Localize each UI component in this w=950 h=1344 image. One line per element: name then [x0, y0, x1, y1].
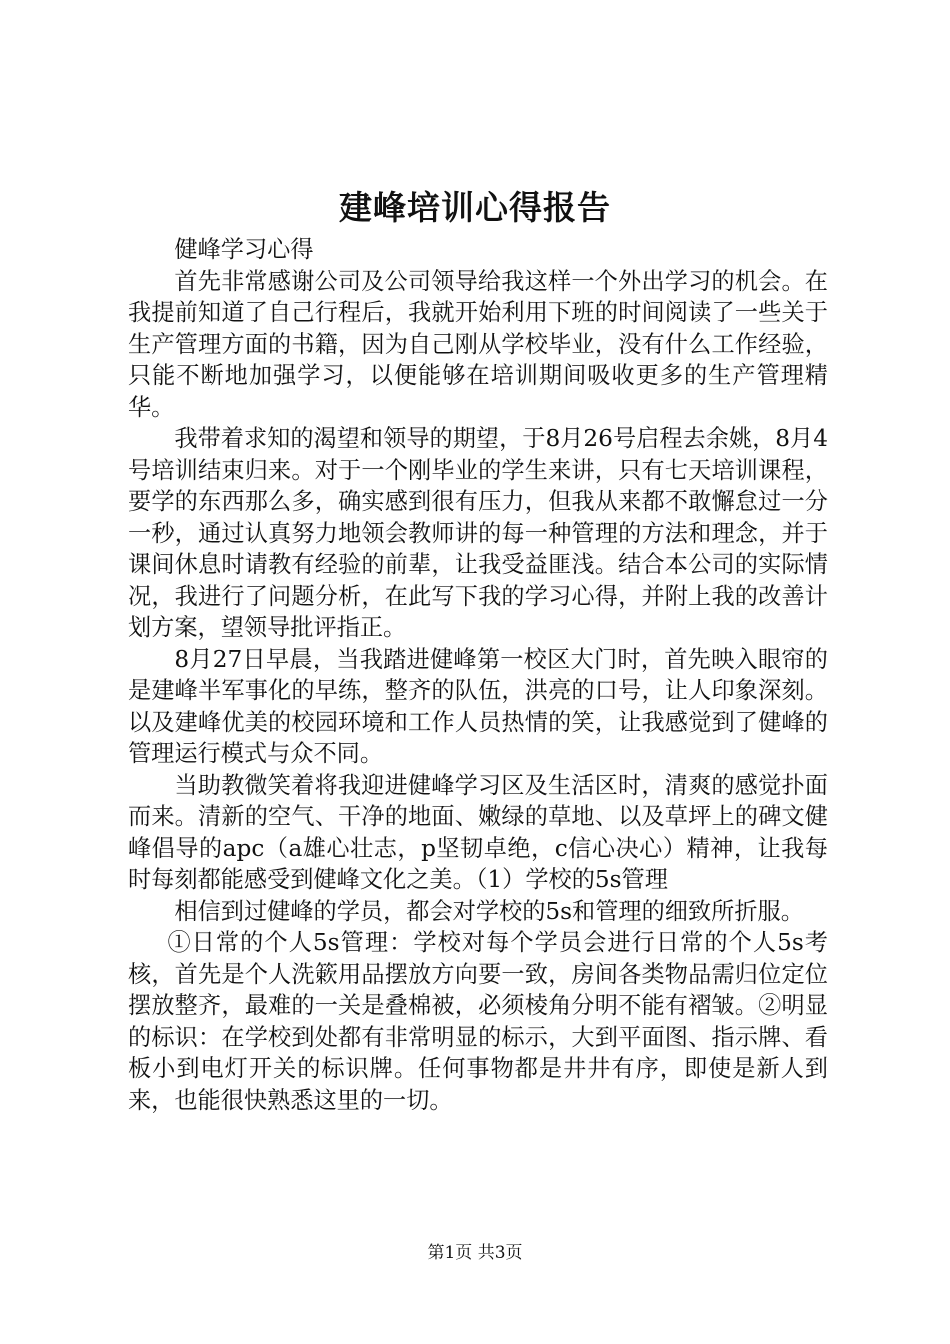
- paragraph: 8月27日早晨，当我踏进健峰第一校区大门时，首先映入眼帘的是建峰半军事化的早练，整齐的队伍，洪亮的口号，让人印象深刻。以及建峰优美的校园环境和工作人员热情的笑，让我感觉到了健峰的管理运行模式与众不同。: [128, 645, 828, 767]
- document-title: 建峰培训心得报告: [339, 188, 611, 227]
- paragraph: 我带着求知的渴望和领导的期望，于8月26号启程去余姚，8月4号培训结束归来。对于一个刚毕业的学生来讲，只有七天培训课程，要学的东西那么多，确实感到很有压力，但我从来都不敢懈怠过一分一秒，通过认真努力地领会教师讲的每一种管理的方法和理念，并于课间休息时请教有经验的前辈，让我受益匪浅。结合本公司的实际情况，我进行了问题分析，在此写下我的学习心得，并附上我的改善计划方案，望领导批评指正。: [128, 425, 828, 641]
- paragraph: 首先非常感谢公司及公司领导给我这样一个外出学习的机会。在我提前知道了自己行程后，我就开始利用下班的时间阅读了一些关于生产管理方面的书籍，因为自己刚从学校毕业，没有什么工作经验，只能不断地加强学习，以便能够在培训期间吸收更多的生产管理精华。: [128, 267, 828, 421]
- page-number-footer: 第1页 共3页: [427, 1243, 523, 1263]
- paragraph: ①日常的个人5s管理：学校对每个学员会进行日常的个人5s考核，首先是个人洗簌用品摆放方向要一致，房间各类物品需归位定位摆放整齐，最难的一关是叠棉被，必须棱角分明不能有褶皱。②明显的标识：在学校到处都有非常明显的标示，大到平面图、指示牌、看板小到电灯开关的标识牌。任何事物都是井井有序，即使是新人到来，也能很快熟悉这里的一切。: [128, 929, 828, 1114]
- document-body: [128, 234, 828, 1116]
- paragraph-subheading: 健峰学习心得: [174, 236, 314, 263]
- paragraph: 相信到过健峰的学员，都会对学校的5s和管理的细致所折服。: [174, 897, 804, 925]
- paragraph: 当助教微笑着将我迎进健峰学习区及生活区时，清爽的感觉扑面而来。清新的空气、干净的地面、嫩绿的草地、以及草坪上的碑文健峰倡导的apc（a雄心壮志，p坚韧卓绝，c信心决心）精神，让我每时每刻都能感受到健峰文化之美。（1）学校的5s管理: [128, 771, 828, 893]
